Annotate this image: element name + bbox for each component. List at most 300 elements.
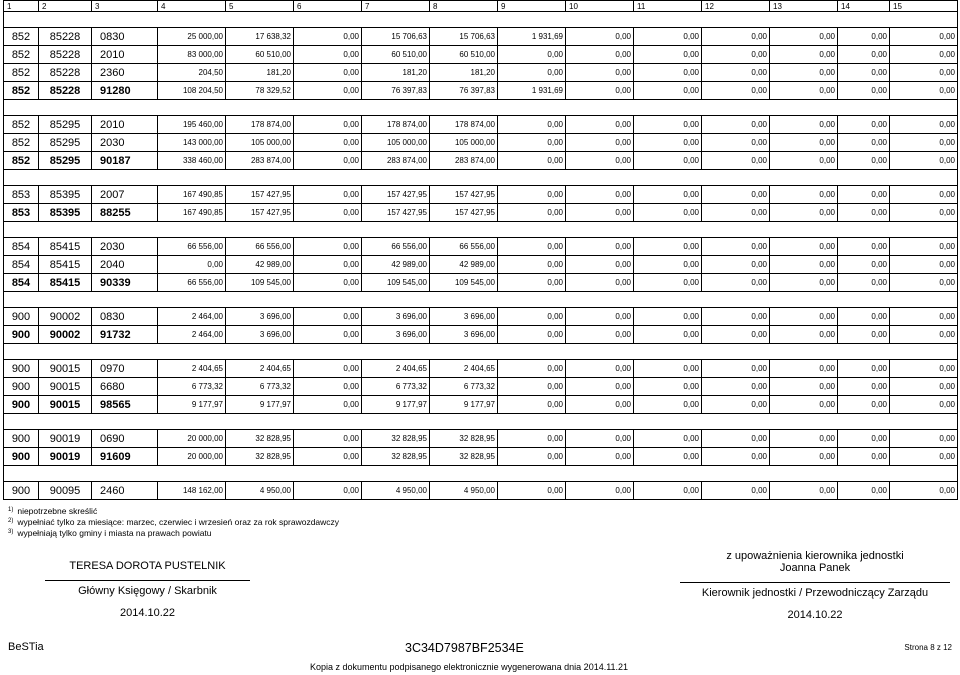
amount-cell: 0,00 [770, 482, 838, 500]
group-separator [4, 12, 958, 28]
paragraf-cell: 0830 [92, 28, 158, 46]
footnote-text: wypełniać tylko za miesiące: marzec, czerwiec i wrzesień oraz za rok sprawozdawczy [17, 517, 340, 527]
signature-line [45, 580, 250, 581]
signatory-role: Główny Księgowy / Skarbnik [78, 585, 217, 597]
amount-cell: 0,00 [890, 152, 958, 170]
amount-cell: 0,00 [838, 28, 890, 46]
amount-cell: 0,00 [498, 396, 566, 414]
amount-cell: 0,00 [838, 360, 890, 378]
amount-cell: 105 000,00 [226, 134, 294, 152]
dzial-cell: 900 [4, 360, 39, 378]
amount-cell: 0,00 [634, 448, 702, 466]
column-number: 11 [634, 1, 702, 12]
amount-cell: 0,00 [890, 46, 958, 64]
amount-cell: 0,00 [294, 28, 362, 46]
rozdzial-cell: 85395 [39, 186, 92, 204]
paragraf-cell: 0830 [92, 308, 158, 326]
amount-cell: 0,00 [702, 64, 770, 82]
amount-cell: 0,00 [890, 308, 958, 326]
amount-cell: 0,00 [566, 46, 634, 64]
footnote-mark: 2) [8, 518, 14, 524]
amount-cell: 0,00 [634, 482, 702, 500]
paragraf-cell: 91732 [92, 326, 158, 344]
table-row-subtotal [4, 274, 958, 292]
amount-cell: 0,00 [566, 82, 634, 100]
dzial-cell: 900 [4, 378, 39, 396]
amount-cell: 66 556,00 [362, 238, 430, 256]
paragraf-cell: 90339 [92, 274, 158, 292]
column-number: 4 [158, 1, 226, 12]
report-sheet [3, 0, 957, 500]
amount-cell: 1 931,69 [498, 82, 566, 100]
amount-cell: 0,00 [294, 256, 362, 274]
amount-cell: 0,00 [890, 430, 958, 448]
amount-cell: 0,00 [566, 326, 634, 344]
footnote [8, 516, 339, 527]
amount-cell: 0,00 [634, 378, 702, 396]
amount-cell: 0,00 [770, 82, 838, 100]
amount-cell: 0,00 [294, 186, 362, 204]
amount-cell: 0,00 [838, 46, 890, 64]
amount-cell: 15 706,63 [362, 28, 430, 46]
amount-cell: 0,00 [566, 308, 634, 326]
amount-cell: 1 931,69 [498, 28, 566, 46]
amount-cell: 0,00 [566, 274, 634, 292]
amount-cell: 20 000,00 [158, 430, 226, 448]
amount-cell: 0,00 [890, 82, 958, 100]
amount-cell: 0,00 [702, 482, 770, 500]
amount-cell: 0,00 [634, 64, 702, 82]
amount-cell: 0,00 [634, 308, 702, 326]
amount-cell: 0,00 [702, 256, 770, 274]
signature-date: 2014.10.22 [787, 609, 843, 621]
dzial-cell: 854 [4, 256, 39, 274]
amount-cell: 0,00 [566, 256, 634, 274]
amount-cell: 0,00 [566, 152, 634, 170]
amount-cell: 32 828,95 [430, 430, 498, 448]
amount-cell: 0,00 [294, 64, 362, 82]
amount-cell: 0,00 [498, 308, 566, 326]
amount-cell: 109 545,00 [226, 274, 294, 292]
amount-cell: 0,00 [838, 134, 890, 152]
amount-cell: 0,00 [498, 152, 566, 170]
amount-cell: 0,00 [702, 28, 770, 46]
signatory-name: TERESA DOROTA PUSTELNIK [69, 560, 226, 572]
paragraf-cell: 91280 [92, 82, 158, 100]
amount-cell: 0,00 [770, 274, 838, 292]
amount-cell: 0,00 [294, 326, 362, 344]
rozdzial-cell: 90095 [39, 482, 92, 500]
amount-cell: 0,00 [634, 28, 702, 46]
amount-cell: 0,00 [770, 134, 838, 152]
paragraf-cell: 2010 [92, 46, 158, 64]
amount-cell: 2 404,65 [226, 360, 294, 378]
paragraf-cell: 2360 [92, 64, 158, 82]
amount-cell: 0,00 [294, 430, 362, 448]
table-row [4, 360, 958, 378]
amount-cell: 0,00 [294, 46, 362, 64]
signatory-role: Kierownik jednostki / Przewodniczący Zarządu [701, 587, 929, 599]
amount-cell: 0,00 [634, 360, 702, 378]
amount-cell: 0,00 [770, 326, 838, 344]
dzial-cell: 900 [4, 308, 39, 326]
amount-cell: 0,00 [294, 360, 362, 378]
column-number: 12 [702, 1, 770, 12]
dzial-cell: 854 [4, 238, 39, 256]
signatory-name: Joanna Panek [779, 562, 851, 574]
budget-table [3, 0, 958, 500]
amount-cell: 3 696,00 [226, 308, 294, 326]
column-number: 5 [226, 1, 294, 12]
amount-cell: 178 874,00 [226, 116, 294, 134]
amount-cell: 0,00 [498, 238, 566, 256]
amount-cell: 0,00 [890, 238, 958, 256]
amount-cell: 181,20 [430, 64, 498, 82]
amount-cell: 0,00 [294, 482, 362, 500]
amount-cell: 0,00 [838, 430, 890, 448]
amount-cell: 0,00 [702, 116, 770, 134]
amount-cell: 0,00 [498, 134, 566, 152]
rozdzial-cell: 85415 [39, 274, 92, 292]
amount-cell: 0,00 [634, 82, 702, 100]
amount-cell: 0,00 [566, 186, 634, 204]
amount-cell: 42 989,00 [226, 256, 294, 274]
rozdzial-cell: 85295 [39, 116, 92, 134]
group-separator [4, 414, 958, 430]
table-row [4, 308, 958, 326]
amount-cell: 0,00 [770, 396, 838, 414]
amount-cell: 0,00 [294, 274, 362, 292]
amount-cell: 9 177,97 [158, 396, 226, 414]
amount-cell: 0,00 [838, 396, 890, 414]
paragraf-cell: 98565 [92, 396, 158, 414]
paragraf-cell: 0970 [92, 360, 158, 378]
table-row [4, 186, 958, 204]
column-number: 9 [498, 1, 566, 12]
amount-cell: 0,00 [566, 134, 634, 152]
amount-cell: 0,00 [890, 186, 958, 204]
group-separator [4, 100, 958, 116]
column-number: 15 [890, 1, 958, 12]
amount-cell: 78 329,52 [226, 82, 294, 100]
paragraf-cell: 0690 [92, 430, 158, 448]
rozdzial-cell: 90002 [39, 308, 92, 326]
amount-cell: 0,00 [702, 360, 770, 378]
amount-cell: 0,00 [838, 186, 890, 204]
amount-cell: 0,00 [702, 448, 770, 466]
dzial-cell: 900 [4, 430, 39, 448]
group-separator [4, 466, 958, 482]
column-number: 3 [92, 1, 158, 12]
amount-cell: 32 828,95 [226, 448, 294, 466]
amount-cell: 143 000,00 [158, 134, 226, 152]
amount-cell: 0,00 [294, 134, 362, 152]
amount-cell: 0,00 [890, 64, 958, 82]
amount-cell: 0,00 [890, 326, 958, 344]
amount-cell: 0,00 [566, 430, 634, 448]
rozdzial-cell: 90019 [39, 448, 92, 466]
table-row [4, 134, 958, 152]
amount-cell: 0,00 [890, 396, 958, 414]
amount-cell: 0,00 [702, 308, 770, 326]
amount-cell: 0,00 [498, 448, 566, 466]
amount-cell: 0,00 [634, 274, 702, 292]
paragraf-cell: 91609 [92, 448, 158, 466]
amount-cell: 0,00 [634, 256, 702, 274]
amount-cell: 0,00 [770, 28, 838, 46]
amount-cell: 0,00 [498, 256, 566, 274]
amount-cell: 3 696,00 [226, 326, 294, 344]
amount-cell: 42 989,00 [430, 256, 498, 274]
amount-cell: 0,00 [566, 396, 634, 414]
amount-cell: 0,00 [770, 204, 838, 222]
amount-cell: 0,00 [838, 64, 890, 82]
amount-cell: 204,50 [158, 64, 226, 82]
amount-cell: 0,00 [498, 326, 566, 344]
rozdzial-cell: 85415 [39, 238, 92, 256]
amount-cell: 0,00 [294, 396, 362, 414]
amount-cell: 6 773,32 [226, 378, 294, 396]
amount-cell: 2 464,00 [158, 308, 226, 326]
amount-cell: 0,00 [838, 448, 890, 466]
amount-cell: 0,00 [634, 116, 702, 134]
amount-cell: 181,20 [362, 64, 430, 82]
page-footer [0, 640, 960, 675]
rozdzial-cell: 85415 [39, 256, 92, 274]
amount-cell: 2 404,65 [158, 360, 226, 378]
column-number: 13 [770, 1, 838, 12]
amount-cell: 0,00 [702, 134, 770, 152]
column-number: 14 [838, 1, 890, 12]
table-row [4, 28, 958, 46]
amount-cell: 108 204,50 [158, 82, 226, 100]
group-separator [4, 292, 958, 308]
amount-cell: 0,00 [634, 134, 702, 152]
footnote-text: niepotrzebne skreślić [17, 506, 98, 516]
dzial-cell: 900 [4, 396, 39, 414]
signature-head-of-unit [680, 550, 950, 621]
amount-cell: 60 510,00 [362, 46, 430, 64]
amount-cell: 0,00 [158, 256, 226, 274]
amount-cell: 0,00 [770, 116, 838, 134]
amount-cell: 0,00 [838, 274, 890, 292]
dzial-cell: 853 [4, 186, 39, 204]
amount-cell: 60 510,00 [430, 46, 498, 64]
amount-cell: 0,00 [634, 396, 702, 414]
dzial-cell: 900 [4, 448, 39, 466]
table-row-subtotal [4, 448, 958, 466]
amount-cell: 0,00 [702, 396, 770, 414]
amount-cell: 105 000,00 [430, 134, 498, 152]
page-number: Strona 8 z 12 [904, 643, 952, 652]
table-row [4, 46, 958, 64]
table-row-subtotal [4, 82, 958, 100]
dzial-cell: 852 [4, 28, 39, 46]
column-number: 1 [4, 1, 39, 12]
amount-cell: 148 162,00 [158, 482, 226, 500]
amount-cell: 0,00 [294, 448, 362, 466]
table-row [4, 116, 958, 134]
amount-cell: 0,00 [566, 448, 634, 466]
paragraf-cell: 2460 [92, 482, 158, 500]
amount-cell: 0,00 [498, 430, 566, 448]
table-row-subtotal [4, 152, 958, 170]
amount-cell: 0,00 [702, 430, 770, 448]
amount-cell: 0,00 [838, 378, 890, 396]
amount-cell: 0,00 [498, 186, 566, 204]
amount-cell: 6 773,32 [430, 378, 498, 396]
amount-cell: 0,00 [838, 326, 890, 344]
amount-cell: 66 556,00 [158, 238, 226, 256]
amount-cell: 32 828,95 [362, 448, 430, 466]
amount-cell: 157 427,95 [226, 186, 294, 204]
dzial-cell: 852 [4, 116, 39, 134]
amount-cell: 25 000,00 [158, 28, 226, 46]
amount-cell: 0,00 [294, 238, 362, 256]
table-row-subtotal [4, 204, 958, 222]
amount-cell: 0,00 [890, 256, 958, 274]
dzial-cell: 852 [4, 134, 39, 152]
amount-cell: 3 696,00 [430, 308, 498, 326]
amount-cell: 3 696,00 [430, 326, 498, 344]
amount-cell: 0,00 [770, 378, 838, 396]
amount-cell: 0,00 [634, 186, 702, 204]
dzial-cell: 900 [4, 482, 39, 500]
amount-cell: 0,00 [498, 378, 566, 396]
amount-cell: 0,00 [770, 46, 838, 64]
system-name: BeSTia [8, 641, 44, 653]
rozdzial-cell: 85228 [39, 64, 92, 82]
group-separator [4, 222, 958, 238]
amount-cell: 4 950,00 [362, 482, 430, 500]
amount-cell: 60 510,00 [226, 46, 294, 64]
amount-cell: 0,00 [498, 64, 566, 82]
amount-cell: 0,00 [498, 360, 566, 378]
amount-cell: 167 490,85 [158, 186, 226, 204]
amount-cell: 195 460,00 [158, 116, 226, 134]
amount-cell: 105 000,00 [362, 134, 430, 152]
amount-cell: 0,00 [838, 482, 890, 500]
amount-cell: 66 556,00 [158, 274, 226, 292]
amount-cell: 0,00 [702, 274, 770, 292]
amount-cell: 3 696,00 [362, 326, 430, 344]
amount-cell: 0,00 [702, 186, 770, 204]
authorization-note: z upoważnienia kierownika jednostki [726, 550, 904, 562]
table-row-subtotal [4, 396, 958, 414]
amount-cell: 4 950,00 [430, 482, 498, 500]
amount-cell: 3 696,00 [362, 308, 430, 326]
rozdzial-cell: 85228 [39, 28, 92, 46]
amount-cell: 2 404,65 [430, 360, 498, 378]
amount-cell: 9 177,97 [226, 396, 294, 414]
amount-cell: 6 773,32 [158, 378, 226, 396]
copy-note: Kopia z dokumentu podpisanego elektronicznie wygenerowana dnia 2014.11.21 [310, 662, 629, 672]
amount-cell: 0,00 [890, 274, 958, 292]
amount-cell: 0,00 [634, 204, 702, 222]
amount-cell: 0,00 [770, 360, 838, 378]
table-row [4, 430, 958, 448]
rozdzial-cell: 90015 [39, 378, 92, 396]
amount-cell: 17 638,32 [226, 28, 294, 46]
amount-cell: 9 177,97 [362, 396, 430, 414]
amount-cell: 0,00 [702, 82, 770, 100]
amount-cell: 0,00 [566, 378, 634, 396]
column-number: 10 [566, 1, 634, 12]
amount-cell: 0,00 [890, 378, 958, 396]
rozdzial-cell: 85228 [39, 82, 92, 100]
table-row [4, 482, 958, 500]
amount-cell: 0,00 [838, 82, 890, 100]
footnote [8, 505, 339, 516]
amount-cell: 0,00 [294, 82, 362, 100]
footnote-text: wypełniają tylko gminy i miasta na prawach powiatu [17, 528, 212, 538]
amount-cell: 0,00 [770, 256, 838, 274]
column-number-row [4, 1, 958, 12]
table-row [4, 238, 958, 256]
amount-cell: 0,00 [702, 46, 770, 64]
amount-cell: 0,00 [890, 134, 958, 152]
rozdzial-cell: 85395 [39, 204, 92, 222]
amount-cell: 0,00 [566, 482, 634, 500]
dzial-cell: 852 [4, 82, 39, 100]
amount-cell: 0,00 [566, 116, 634, 134]
amount-cell: 0,00 [566, 204, 634, 222]
amount-cell: 0,00 [770, 238, 838, 256]
amount-cell: 0,00 [498, 116, 566, 134]
dzial-cell: 853 [4, 204, 39, 222]
amount-cell: 20 000,00 [158, 448, 226, 466]
amount-cell: 9 177,97 [430, 396, 498, 414]
amount-cell: 83 000,00 [158, 46, 226, 64]
amount-cell: 0,00 [890, 448, 958, 466]
dzial-cell: 854 [4, 274, 39, 292]
amount-cell: 109 545,00 [362, 274, 430, 292]
rozdzial-cell: 85295 [39, 134, 92, 152]
rozdzial-cell: 85295 [39, 152, 92, 170]
group-separator [4, 170, 958, 186]
footnote [8, 527, 339, 538]
amount-cell: 0,00 [294, 308, 362, 326]
amount-cell: 0,00 [890, 116, 958, 134]
amount-cell: 0,00 [838, 238, 890, 256]
amount-cell: 0,00 [566, 64, 634, 82]
amount-cell: 167 490,85 [158, 204, 226, 222]
amount-cell: 283 874,00 [226, 152, 294, 170]
footnote-mark: 1) [8, 507, 14, 513]
amount-cell: 0,00 [838, 256, 890, 274]
amount-cell: 178 874,00 [430, 116, 498, 134]
amount-cell: 0,00 [498, 274, 566, 292]
group-separator [4, 344, 958, 360]
amount-cell: 15 706,63 [430, 28, 498, 46]
document-code: 3C34D7987BF2534E [405, 641, 524, 655]
amount-cell: 0,00 [702, 378, 770, 396]
amount-cell: 0,00 [294, 378, 362, 396]
amount-cell: 157 427,95 [362, 186, 430, 204]
amount-cell: 0,00 [566, 28, 634, 46]
amount-cell: 42 989,00 [362, 256, 430, 274]
amount-cell: 2 404,65 [362, 360, 430, 378]
amount-cell: 76 397,83 [430, 82, 498, 100]
amount-cell: 66 556,00 [226, 238, 294, 256]
amount-cell: 0,00 [770, 64, 838, 82]
rozdzial-cell: 90002 [39, 326, 92, 344]
amount-cell: 283 874,00 [430, 152, 498, 170]
amount-cell: 0,00 [294, 116, 362, 134]
column-number: 7 [362, 1, 430, 12]
amount-cell: 0,00 [294, 204, 362, 222]
amount-cell: 0,00 [770, 152, 838, 170]
